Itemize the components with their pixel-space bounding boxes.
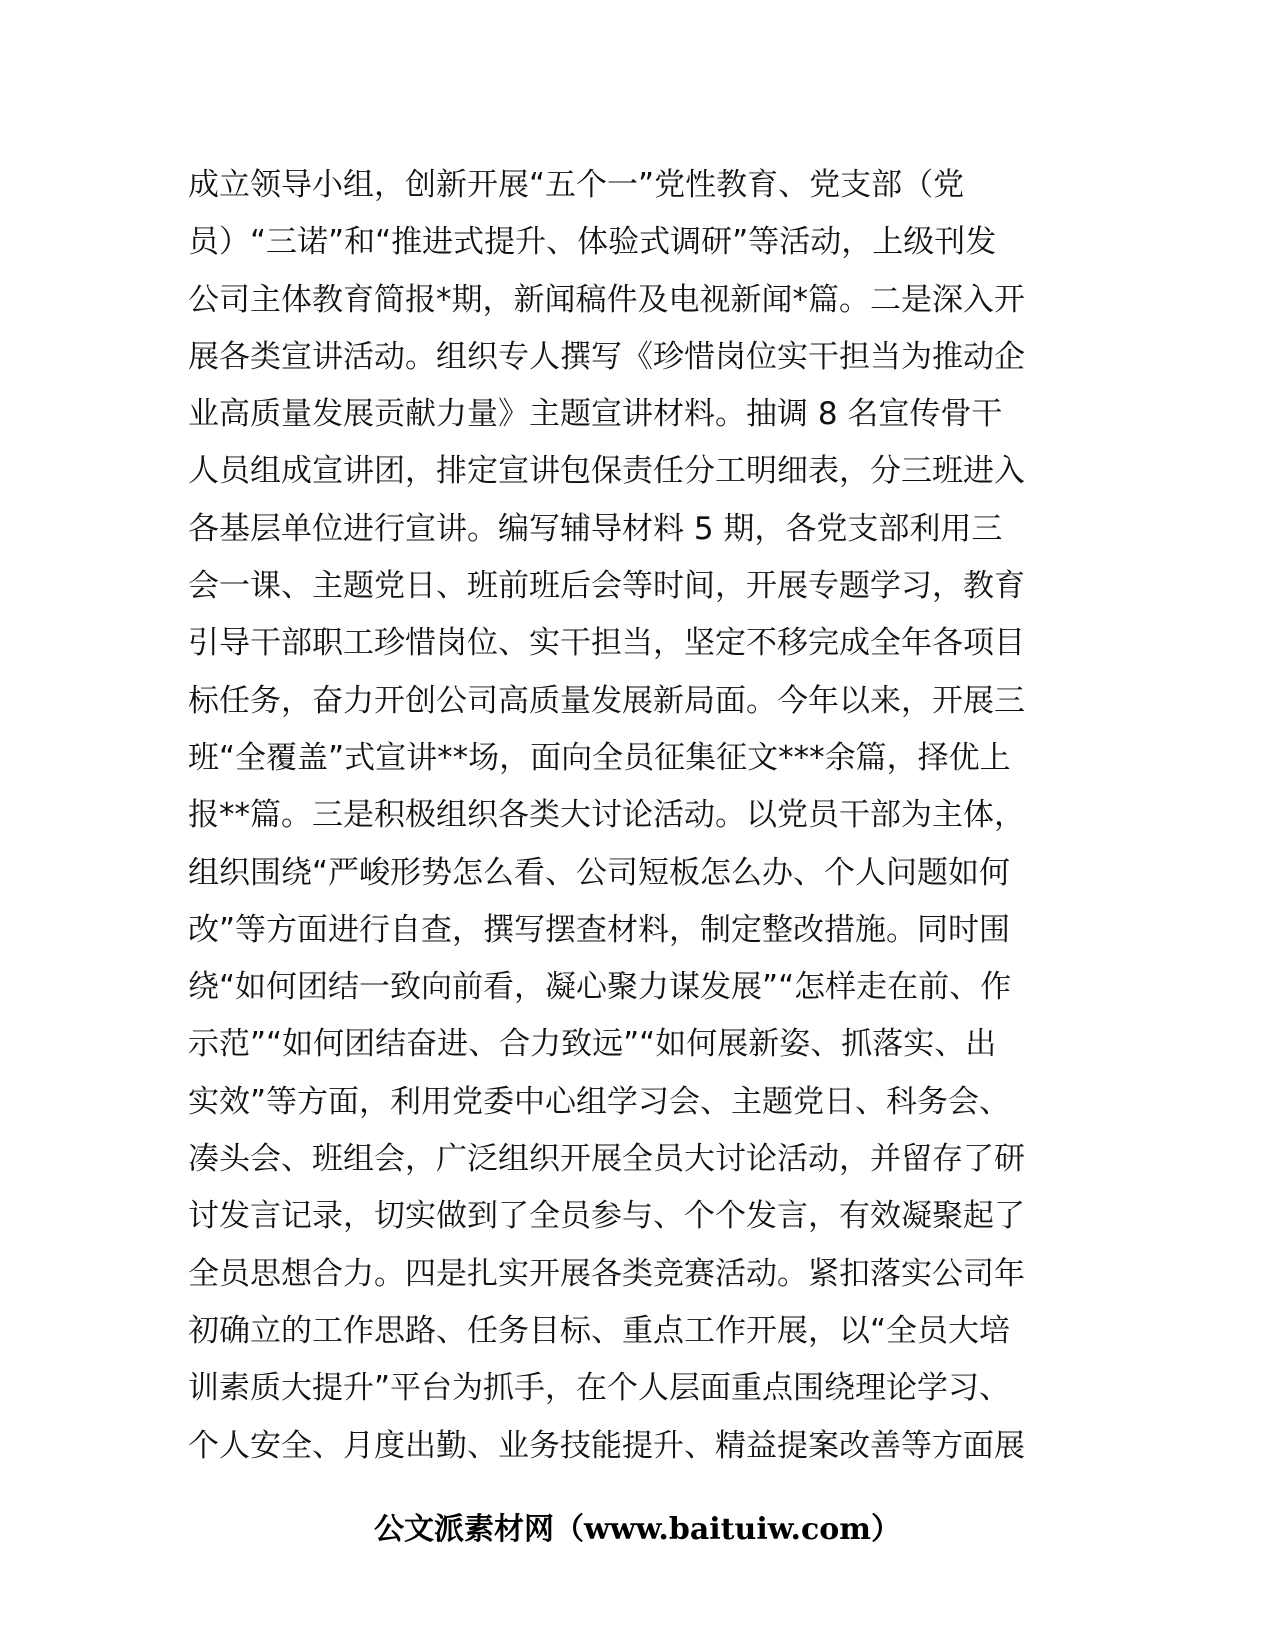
text-line: 初确立的工作思路、任务目标、重点工作开展，以“全员大培 (188, 1312, 1011, 1349)
text-line: 各基层单位进行宣讲。编写辅导材料 5 期，各党支部利用三 (188, 510, 1003, 547)
text-line: 个人安全、月度出勤、业务技能提升、精益提案改善等方面展 (188, 1427, 1025, 1464)
text-line: 改”等方面进行自查，撰写摆查材料，制定整改措施。同时围 (188, 911, 1011, 948)
footer-watermark-text: 公文派素材网（www.baituiw.com） (373, 1512, 902, 1547)
text-line: 人员组成宣讲团，排定宣讲包保责任分工明细表，分三班进入 (188, 453, 1025, 490)
text-line: 组织围绕“严峻形势怎么看、公司短板怎么办、个人问题如何 (188, 854, 1011, 891)
text-line: 训素质大提升”平台为抓手，在个人层面重点围绕理论学习、 (188, 1370, 1011, 1407)
text-line: 全员思想合力。四是扎实开展各类竞赛活动。紧扣落实公司年 (188, 1255, 1025, 1292)
text-line: 引导干部职工珍惜岗位、实干担当，坚定不移完成全年各项目 (188, 625, 1025, 662)
text-line: 员）“三诺”和“推进式提升、体验式调研”等活动，上级刊发 (188, 224, 997, 261)
text-line: 讨发言记录，切实做到了全员参与、个个发言，有效凝聚起了 (188, 1198, 1025, 1235)
text-line: 实效”等方面，利用党委中心组学习会、主题党日、科务会、 (188, 1083, 1011, 1120)
text-line: 公司主体教育简报*期，新闻稿件及电视新闻*篇。二是深入开 (188, 281, 1025, 318)
text-line: 班“全覆盖”式宣讲**场，面向全员征集征文***余篇，择优上 (188, 739, 1011, 776)
text-line: 会一课、主题党日、班前班后会等时间，开展专题学习，教育 (188, 568, 1025, 605)
text-line: 成立领导小组，创新开展“五个一”党性教育、党支部（党 (188, 167, 965, 203)
text-line: 标任务，奋力开创公司高质量发展新局面。今年以来，开展三 (188, 682, 1025, 719)
text-line: 展各类宣讲活动。组织专人撰写《珍惜岗位实干担当为推动企 (188, 338, 1025, 375)
text-line: 绕“如何团结一致向前看，凝心聚力谋发展”“怎样走在前、作 (188, 969, 1012, 1006)
text-line: 凑头会、班组会，广泛组织开展全员大讨论活动，并留存了研 (188, 1141, 1025, 1178)
body-text (188, 157, 1093, 1475)
text-line: 示范”“如何团结奋进、合力致远”“如何展新姿、抓落实、出 (188, 1026, 997, 1063)
text-line: 业高质量发展贡献力量》主题宣讲材料。抽调 8 名宣传骨干 (188, 396, 1003, 433)
text-line: 报**篇。三是积极组织各类大讨论活动。以党员干部为主体， (188, 797, 1025, 834)
